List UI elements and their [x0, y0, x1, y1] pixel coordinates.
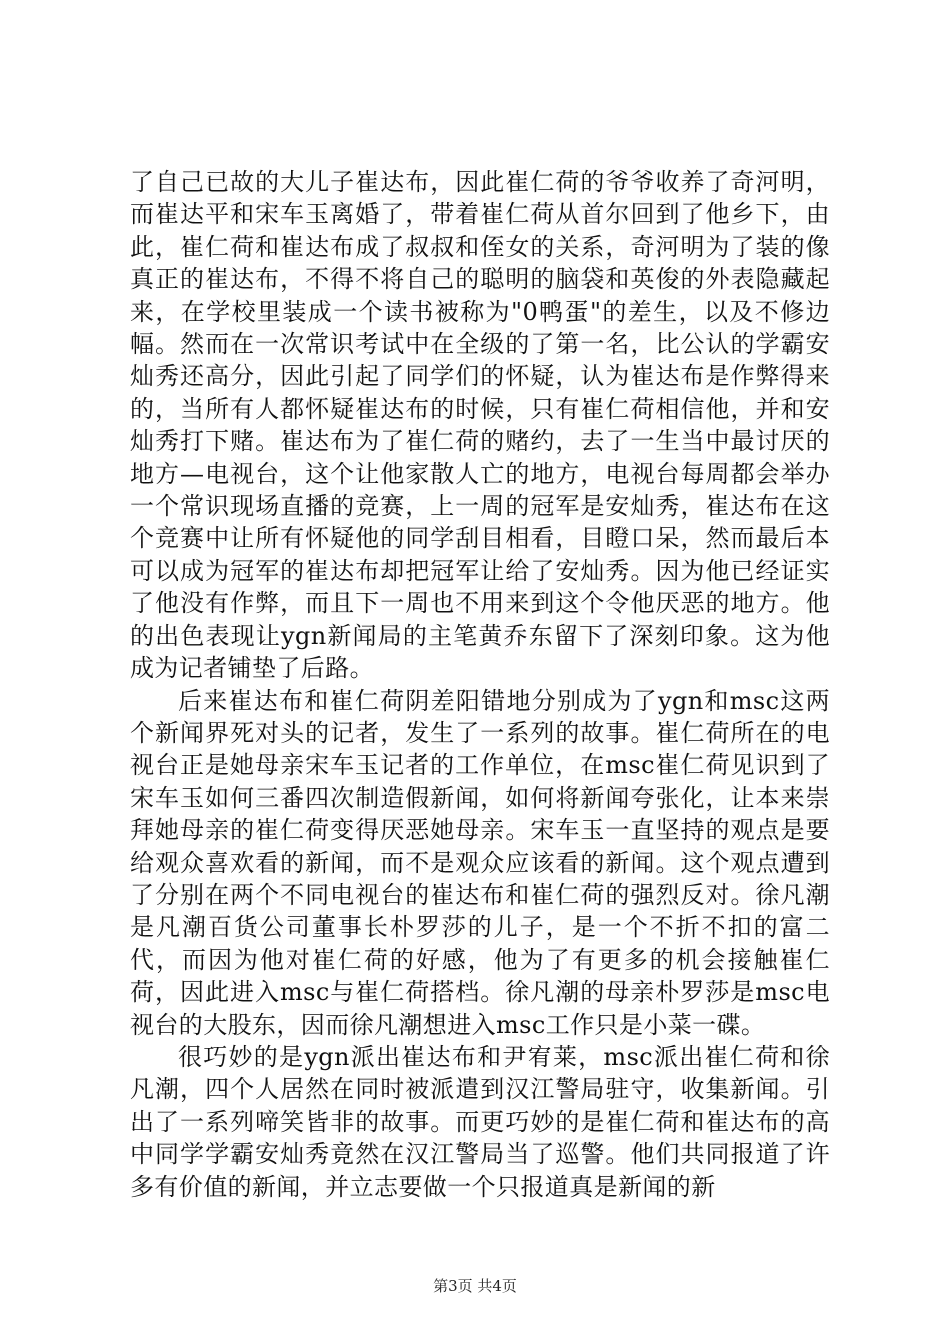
paragraph-2: 后来崔达布和崔仁荷阴差阳错地分别成为了ygn和msc这两个新闻界死对头的记者，发生了一系列的故事。崔仁荷所在的电视台正是她母亲宋车玉记者的工作单位，在msc崔仁荷见识到了宋车玉如何三番四次制造假新闻，如何将新闻夸张化，让本来崇拜她母亲的崔仁荷变得厌恶她母亲。宋车玉一直坚持的观点是要给观众喜欢看的新闻，而不是观众应该看的新闻。这个观点遭到了分别在两个不同电视台的崔达布和崔仁荷的强烈反对。徐凡潮是凡潮百货公司董事长朴罗莎的儿子，是一个不折不扣的富二代，而因为他对崔仁荷的好感，他为了有更多的机会接触崔仁荷，因此进入msc与崔仁荷搭档。徐凡潮的母亲朴罗莎是msc电视台的大股东，因而徐凡潮想进入msc工作只是小菜一碟。	[130, 686, 830, 1039]
page-number-label: 第3页 共4页	[433, 1277, 517, 1295]
paragraph-1: 了自己已故的大儿子崔达布，因此崔仁荷的爷爷收养了奇河明，而崔达平和宋车玉离婚了，带着崔仁荷从首尔回到了他乡下，由此，崔仁荷和崔达布成了叔叔和侄女的关系，奇河明为了装的像真正的崔达布，不得不将自己的聪明的脑袋和英俊的外表隐藏起来，在学校里装成一个读书被称为"0鸭蛋"的差生，以及不修边幅。然而在一次常识考试中在全级的了第一名，比公认的学霸安灿秀还高分，因此引起了同学们的怀疑，认为崔达布是作弊得来的，当所有人都怀疑崔达布的时候，只有崔仁荷相信他，并和安灿秀打下赌。崔达布为了崔仁荷的赌约，去了一生当中最讨厌的地方—电视台，这个让他家散人亡的地方，电视台每周都会举办一个常识现场直播的竞赛，上一周的冠军是安灿秀，崔达布在这个竞赛中让所有怀疑他的同学刮目相看，目瞪口呆，然而最后本可以成为冠军的崔达布却把冠军让给了安灿秀。因为他已经证实了他没有作弊，而且下一周也不用来到这个令他厌恶的地方。他的出色表现让ygn新闻局的主笔黄乔东留下了深刻印象。这为他成为记者铺垫了后路。	[130, 168, 830, 683]
paragraph-3: 很巧妙的是ygn派出崔达布和尹宥莱，msc派出崔仁荷和徐凡潮，四个人居然在同时被派遣到汉江警局驻守，收集新闻。引出了一系列啼笑皆非的故事。而更巧妙的是崔仁荷和崔达布的高中同学学霸安灿秀竟然在汉江警局当了巡警。他们共同报道了许多有价值的新闻，并立志要做一个只报道真是新闻的新	[130, 1042, 830, 1201]
page-footer	[0, 1276, 950, 1296]
body-text	[130, 166, 830, 1203]
